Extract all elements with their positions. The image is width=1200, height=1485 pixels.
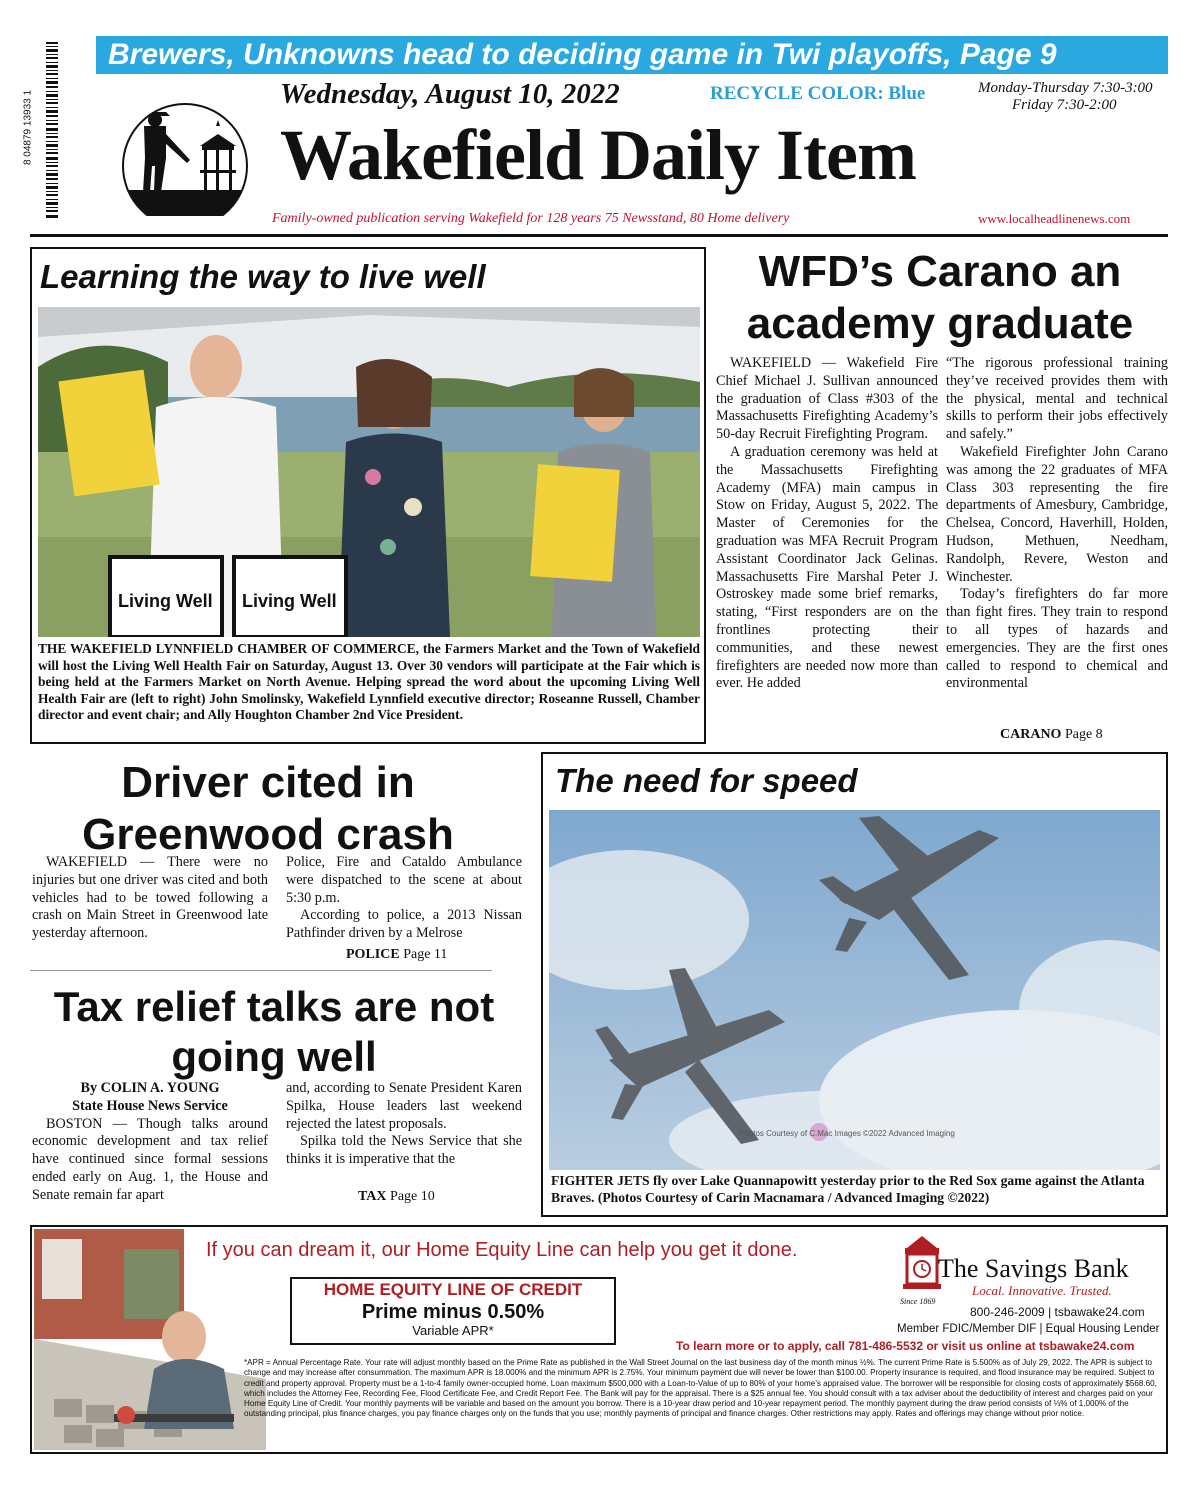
paragraph: Wakefield Firefighter John Carano was among the 22 graduates of MFA Class 303 representing the fire departments of Amesbury, Cambridge, Chelsea, Concord, Haverhill, Holden, Hudson, Methuen, Needham, Randolph, Revere, Weston and Winchester. <box>946 443 1168 585</box>
photo-watermark: Photos Courtesy of C.Mac Images ©2022 Advanced Imaging <box>739 1129 955 1138</box>
jump-keyword: POLICE <box>346 947 400 962</box>
driver-jump-link[interactable] <box>346 947 447 963</box>
tagline: Family-owned publication serving Wakefield for 128 years 75 Newsstand, 80 Home delivery <box>272 211 790 226</box>
tax-column-1 <box>32 1080 268 1205</box>
recycle-color: RECYCLE COLOR: Blue <box>710 83 926 104</box>
minuteman-logo <box>100 96 270 216</box>
sign-label-1: Living Well <box>118 591 213 611</box>
ad-photo <box>34 1229 266 1450</box>
website-link[interactable]: www.localheadlinenews.com <box>978 211 1131 226</box>
driver-headline[interactable]: Driver cited in Greenwood crash <box>82 758 454 859</box>
wfd-column-1 <box>716 355 938 693</box>
offer-title: HOME EQUITY LINE OF CREDIT <box>292 1279 614 1301</box>
driver-column-2 <box>286 854 522 943</box>
bank-since: Since 1869 <box>900 1297 936 1306</box>
paragraph: Police, Fire and Cataldo Ambulance were dispatched to the scene at about 5:30 p.m. <box>286 854 522 906</box>
jump-page: Page 8 <box>1064 727 1103 742</box>
newspaper-title: Wakefield Daily Item <box>280 115 916 195</box>
wfd-headline[interactable]: WFD’s Carano an academy graduate <box>746 247 1134 348</box>
wfd-jump-link[interactable] <box>1000 727 1103 743</box>
jump-page: Page 11 <box>403 947 448 962</box>
hours-friday: Friday 7:30-2:00 <box>1012 97 1117 113</box>
sign-label-2: Living Well <box>242 591 337 611</box>
paragraph: Spilka told the News Service that she thinks it is imperative that the <box>286 1133 522 1168</box>
bank-slogan: Local. Innovative. Trusted. <box>972 1283 1112 1298</box>
wfd-column-2 <box>946 355 1168 693</box>
paragraph: According to police, a 2013 Nissan Pathfinder driven by a Melrose <box>286 907 522 942</box>
masthead-rule <box>30 234 1168 237</box>
paragraph: BOSTON — Though talks around economic development and tax relief have continued since formal sessions ended early on Aug. 1, the House and Senate remain far apart <box>32 1115 268 1203</box>
jump-keyword: TAX <box>358 1189 387 1204</box>
learning-headline[interactable]: Learning the way to live well <box>40 258 486 295</box>
barcode-digits: 8 04879 13933 1 <box>22 89 34 166</box>
paragraph: WAKEFIELD — Wakefield Fire Chief Michael J. Sullivan announced the graduation of Class #303 of the Massachusetts Firefighting Academy’s 50-day Recruit Firefighting Program. <box>716 355 938 443</box>
paragraph: and, according to Senate President Karen Spilka, House leaders last weekend rejected the latest proposals. <box>286 1080 522 1132</box>
speed-caption: FIGHTER JETS fly over Lake Quannapowitt yesterday prior to the Red Sox game against the Atlanta Braves. (Photos Courtesy of Carin Macnamara / Advanced Imaging ©2022) <box>551 1173 1145 1205</box>
driver-column-1 <box>32 854 268 943</box>
bank-membership: Member FDIC/Member DIF | Equal Housing Lender <box>897 1323 1160 1335</box>
tax-column-2 <box>286 1080 522 1169</box>
paragraph: WAKEFIELD — There were no injuries but one driver was cited and both vehicles had to be towed following a crash on Main Street in Greenwood late yesterday afternoon. <box>32 854 268 942</box>
speed-headline[interactable]: The need for speed <box>555 762 858 799</box>
learning-caption: THE WAKEFIELD LYNNFIELD CHAMBER OF COMMERCE, the Farmers Market and the Town of Wakefield will host the Living Well Health Fair on Saturday, August 13. Over 30 vendors will participate at the Fair which is being held at the Farmers Market on North Avenue. Helping spread the word about the upcoming Living Well Health Fair are (left to right) John Smolinsky, Wakefield Lynnfield executive director; Roseanne Russell, Chamber director and event chair; and Ally Houghton Chamber 2nd Vice President. <box>38 641 700 722</box>
promo-banner[interactable]: Brewers, Unknowns head to deciding game in Twi playoffs, Page 9 <box>96 36 1168 74</box>
ad-call-to-action[interactable]: To learn more or to apply, call 781-486-5532 or visit us online at tsbawake24.com <box>676 1339 1135 1353</box>
fighter-jets-photo <box>549 810 1160 1170</box>
offer-rate: Prime minus 0.50% <box>361 1301 545 1323</box>
ad-fine-print: *APR = Annual Percentage Rate. Your rate will adjust monthly based on the Prime Rate as published in the Wall Street Journal on the last business day of the month minus ½%. The current Prime Rate is 5.500% as of July 29, 2022. The APR is subject to change and may increase after consummation. The maximum APR is 18.000% and the minimum APR is 2.75%. Your minimum payment due will never be lower than $100.00. Property insurance is required, and flood insurance may be required. Subject to credit and property approval. Property must be a 1-to-4 family owner-occupied home. Loan maximum $500,000 with a Loan-to-Value of up to 80% of your home’s appraised value. The borrower will be responsible for closing costs of approximately $568.60, which includes the Attorney Fee, Recording Fee, Flood Certificate Fee, and Credit Report Fee. The Bank will pay for the appraisal. There is a $25 annual fee. You should consult with a tax adviser about the deductibility of interest and charges paid on your Home Equity Line of Credit. Your monthly payments will be variable and based on the amount you borrow. There is a 10-year draw period and 10-year repayment period. The monthly payment during the draw period consists of ⅓% of 1.000% of the outstanding principal, plus finance charges, you pay finance charges only on the funds that you use; monthly payments of principal and finance charges. Other restrictions may apply. Rates and offerings may change without prior notice. <box>244 1358 1157 1419</box>
paragraph: “The rigorous professional training they’ve received provides them with the physical, mental and technical skills to perform their jobs effectively and safely.” <box>946 355 1168 443</box>
bank-name: The Savings Bank <box>938 1254 1129 1283</box>
tax-headline[interactable]: Tax relief talks are not going well <box>53 983 495 1080</box>
barcode <box>30 40 60 220</box>
health-fair-photo <box>38 307 700 637</box>
bank-contact[interactable]: 800-246-2009 | tsbawake24.com <box>970 1305 1145 1319</box>
section-divider <box>30 970 492 971</box>
jump-keyword: CARANO <box>1000 727 1062 742</box>
jump-page: Page 10 <box>390 1189 435 1204</box>
hours-weekday: Monday-Thursday 7:30-3:00 <box>978 80 1153 96</box>
tax-jump-link[interactable] <box>358 1189 435 1205</box>
offer-box[interactable] <box>290 1277 616 1345</box>
paragraph: A graduation ceremony was held at the Massachusetts Firefighting Academy (MFA) main campus in Stow on Friday, August 5, 2022. The Master of Ceremonies for the graduation was MFA Recruit Program Assistant Coordinator Jack Gelinas. Massachusetts Fire Marshal Peter J. Ostroskey made some brief remarks, stating, “First responders are on the frontlines protecting their communities, and these newest firefighters are needed now more than ever. He added <box>716 443 938 692</box>
byline-org: State House News Service <box>72 1097 228 1114</box>
paragraph: Today’s firefighters do far more than fight fires. They train to respond to all types of hazards and emergencies. They are the first ones called to respond to chemical and environmental <box>946 586 1168 692</box>
ad-headline: If you can dream it, our Home Equity Line can help you get it done. <box>206 1239 798 1261</box>
issue-date: Wednesday, August 10, 2022 <box>280 78 620 110</box>
byline-name: By COLIN A. YOUNG <box>80 1080 220 1096</box>
offer-apr: Variable APR* <box>412 1323 494 1338</box>
